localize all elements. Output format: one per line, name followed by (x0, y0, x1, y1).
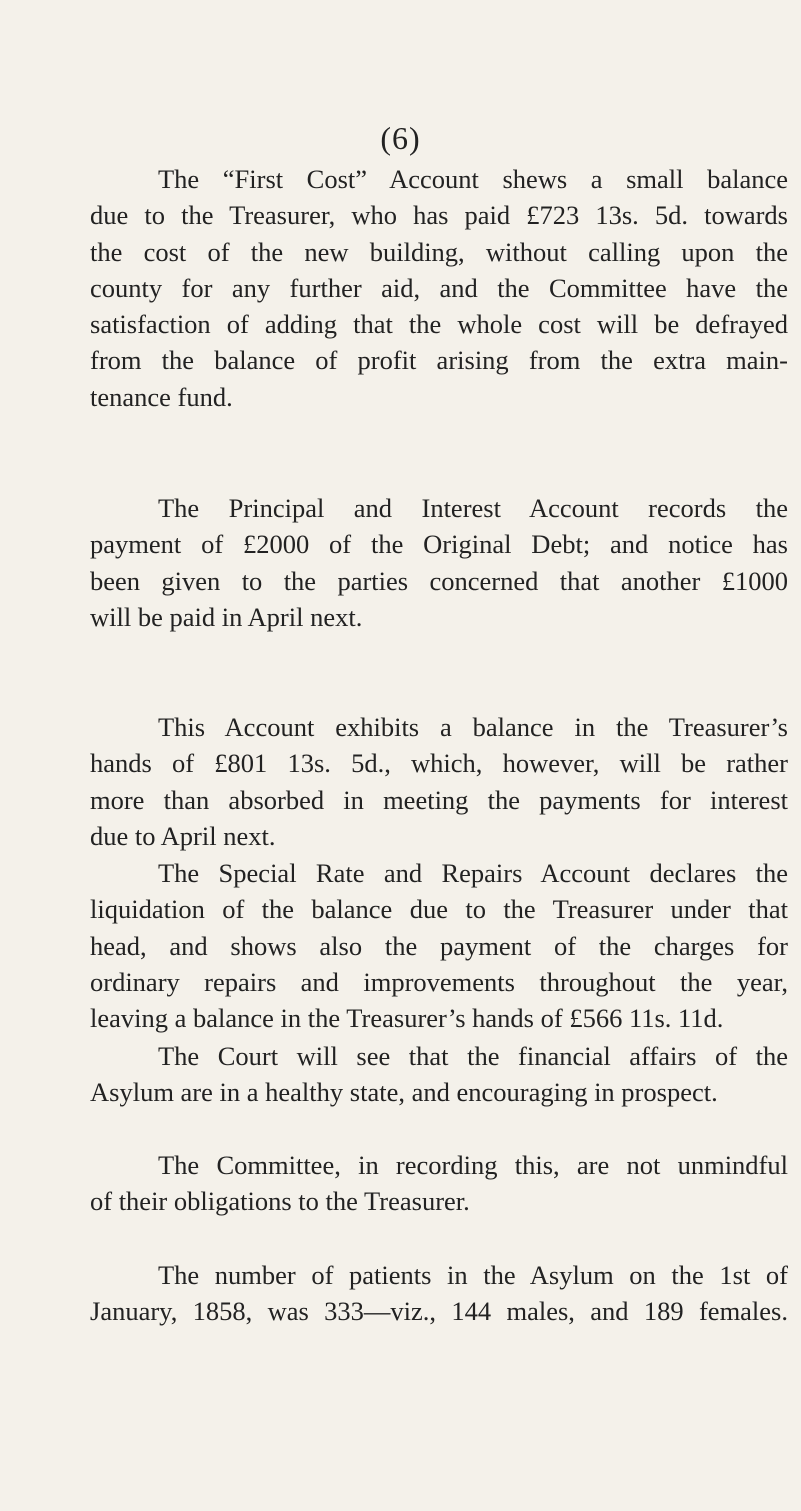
paragraph-special-rate-repairs (90, 855, 788, 1036)
text-line: leaving a balance in the Treasurer’s hands of £566 11s. 11d. (90, 1003, 724, 1034)
text-line: The number of patients in the Asylum on the 1st of (158, 1260, 788, 1290)
paragraph-financial-affairs (90, 1038, 788, 1111)
text-line: tenance fund. (90, 381, 233, 412)
paragraph-patient-numbers (90, 1257, 788, 1330)
text-line: liquidation of the balance due to the Treasurer under that (90, 894, 788, 925)
text-line: been given to the parties concerned that another £1000 (90, 565, 788, 596)
text-line: more than absorbed in meeting the payments for interest (90, 784, 788, 815)
text-line: satisfaction of adding that the whole cost will be defrayed (90, 309, 788, 340)
text-line: hands of £801 13s. 5d., which, however, will be rather (90, 748, 788, 779)
text-line: due to the Treasurer, who has paid £723 13s. 5d. towards (90, 200, 788, 231)
page-number: (6) (380, 120, 421, 156)
text-line: from the balance of profit arising from the extra main- (90, 345, 788, 376)
text-line: January, 1858, was 333—viz., 144 males, and 189 females. (90, 1296, 788, 1327)
text-line: ordinary repairs and improvements throughout the year, (90, 966, 788, 997)
text-line: county for any further aid, and the Committee have the (90, 272, 788, 303)
text-line: The Court will see that the financial affairs of the (158, 1041, 788, 1071)
text-line: payment of £2000 of the Original Debt; and notice has (90, 529, 788, 560)
text-line: The Special Rate and Repairs Account declares the (158, 858, 788, 888)
text-line: due to April next. (90, 820, 276, 851)
text-line: The Principal and Interest Account records the (158, 493, 788, 523)
paragraph-treasurer-balance (90, 709, 788, 854)
text-line: This Account exhibits a balance in the Treasurer’s (158, 712, 788, 742)
text-line: will be paid in April next. (90, 601, 363, 632)
text-line: head, and shows also the payment of the charges for (90, 930, 788, 961)
paragraph-first-cost-account (90, 161, 788, 415)
text-line: Asylum are in a healthy state, and encouraging in prospect. (90, 1077, 718, 1108)
text-line: of their obligations to the Treasurer. (90, 1186, 470, 1217)
paragraph-principal-interest-account (90, 490, 788, 635)
text-line: The Committee, in recording this, are not unmindful (158, 1150, 788, 1180)
text-line: The “First Cost” Account shews a small balance (158, 164, 788, 194)
paragraph-committee-obligations (90, 1147, 788, 1220)
text-line: the cost of the new building, without calling upon the (90, 236, 788, 267)
